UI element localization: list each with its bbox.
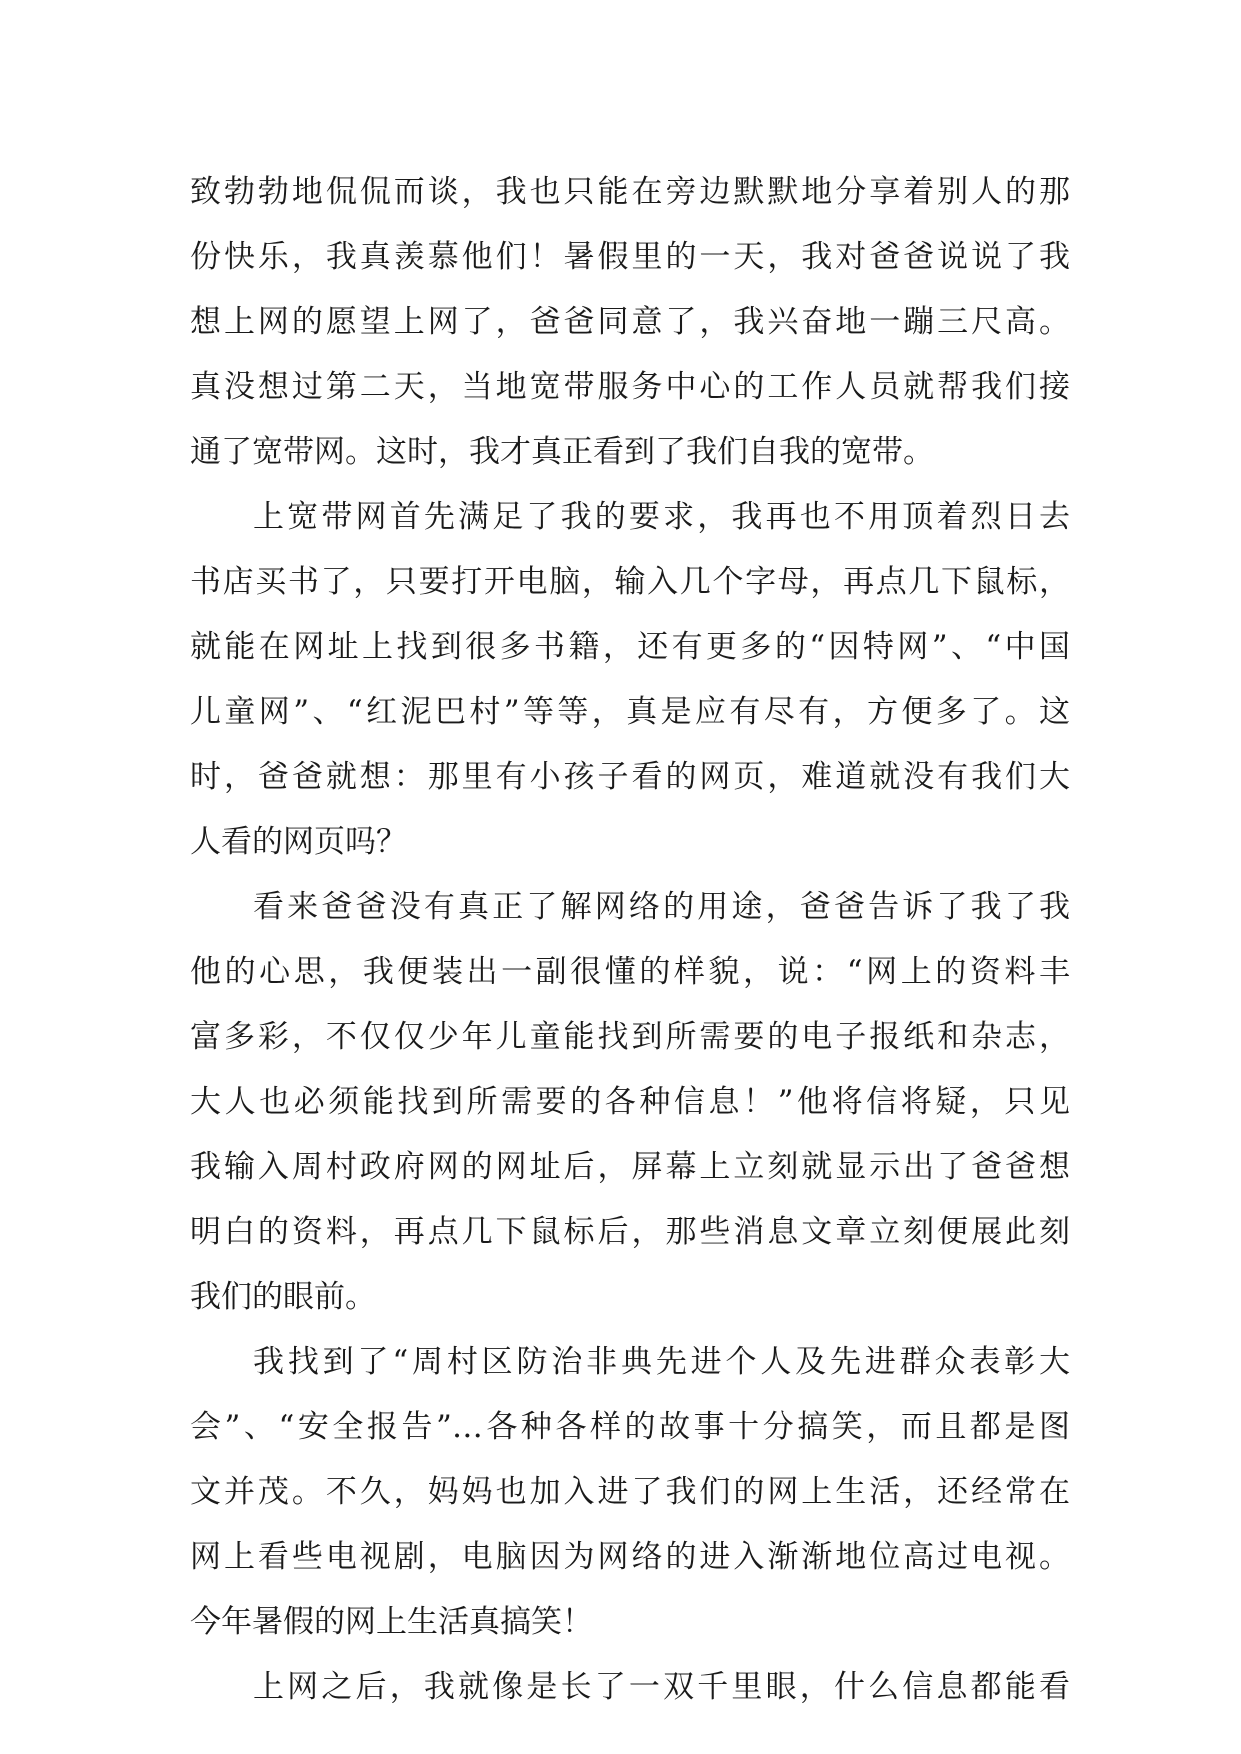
paragraph-5 [190,1655,1070,1720]
text-line: 儿童网”、“红泥巴村”等等，真是应有尽有，方便多了。这 [190,694,1070,730]
body-text [190,160,1070,1720]
text-line: 份快乐，我真羡慕他们！暑假里的一天，我对爸爸说说了我 [190,239,1070,275]
paragraph-4 [190,1330,1070,1655]
text-line: 致勃勃地侃侃而谈，我也只能在旁边默默地分享着别人的那 [190,174,1070,210]
text-line: 就能在网址上找到很多书籍，还有更多的“因特网”、“中国 [190,629,1070,665]
text-line: 上网之后，我就像是长了一双千里眼，什么信息都能看 [253,1669,1070,1705]
text-line: 我输入周村政府网的网址后，屏幕上立刻就显示出了爸爸想 [190,1149,1070,1185]
text-line: 上宽带网首先满足了我的要求，我再也不用顶着烈日去 [253,499,1070,535]
text-line: 网上看些电视剧，电脑因为网络的进入渐渐地位高过电视。 [190,1539,1070,1575]
text-line: 会”、“安全报告”…各种各样的故事十分搞笑，而且都是图 [190,1409,1070,1445]
text-line: 富多彩，不仅仅少年儿童能找到所需要的电子报纸和杂志， [190,1019,1070,1055]
text-line: 书店买书了，只要打开电脑，输入几个字母，再点几下鼠标， [190,564,1070,600]
text-line: 时，爸爸就想：那里有小孩子看的网页，难道就没有我们大 [190,759,1070,795]
text-line: 通了宽带网。这时，我才真正看到了我们自我的宽带。 [190,434,934,470]
text-line: 今年暑假的网上生活真搞笑！ [190,1604,593,1640]
paragraph-3 [190,875,1070,1330]
text-line: 人看的网页吗？ [190,824,407,860]
text-line: 想上网的愿望上网了，爸爸同意了，我兴奋地一蹦三尺高。 [190,304,1070,340]
paragraph-2 [190,485,1070,875]
text-line: 文并茂。不久，妈妈也加入进了我们的网上生活，还经常在 [190,1474,1070,1510]
text-line: 我们的眼前。 [190,1279,376,1315]
text-line: 我找到了“周村区防治非典先进个人及先进群众表彰大 [253,1344,1070,1380]
text-line: 看来爸爸没有真正了解网络的用途，爸爸告诉了我了我 [253,889,1070,925]
text-line: 他的心思，我便装出一副很懂的样貌，说：“网上的资料丰 [190,954,1070,990]
paragraph-1 [190,160,1070,485]
text-line: 明白的资料，再点几下鼠标后，那些消息文章立刻便展此刻 [190,1214,1070,1250]
text-line: 大人也必须能找到所需要的各种信息！”他将信将疑，只见 [190,1084,1070,1120]
text-line: 真没想过第二天，当地宽带服务中心的工作人员就帮我们接 [190,369,1070,405]
